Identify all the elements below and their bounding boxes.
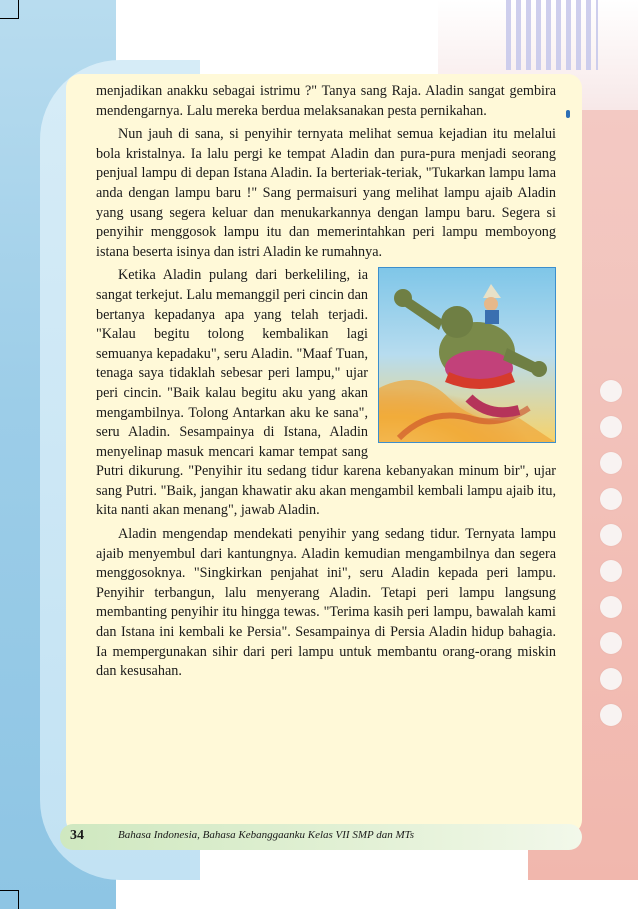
dot xyxy=(600,668,622,690)
book-title: Bahasa Indonesia, Bahasa Kebanggaanku Kelas VII SMP dan MTs xyxy=(118,829,415,841)
paragraph-3: Ketika Aladin pulang dari berkeliling, ia sangat terkejut. Lalu memanggil peri cincin dan bertanya kepadanya apa yang telah terjadi. "Kalau begitu tolong kembalikan lagi semuanya kepadaku", seru Aladin. "Maaf Tuan, tenaga saya tidaklah sebesar peri lampu," ujar peri cincin. "Baik kalau begitu aku yang akan mengambilnya. Tolong Antarkan aku ke sana", seru Aladin. Sesampainya di Istana, Aladin menyelinap masuk mencari kamar tempat sang Putri dikurung. "Penyihir itu sedang tidur karena kebanyakan minum bir", ujar sang Putri. "Baik, jangan khawatir aku akan mengambil kembali lampu ajaib itu, kita nanti akan menang", jawab Aladin. xyxy=(96,267,556,519)
dot xyxy=(600,416,622,438)
genie-flying-icon xyxy=(379,268,555,442)
dot xyxy=(600,452,622,474)
paragraph-4: Aladin mengendap mendekati penyihir yang sedang tidur. Ternyata lampu ajaib menyembul dari kantungnya. Aladin kemudian mengambilnya dan segera menggosoknya. "Singkirkan penjahat ini", seru Aladin kepada peri lampu. Penyihir terbangun, lalu menyerang Aladin. Tetapi peri lampu langsung membanting penyihir itu hingga tewas. "Terima kasih peri lampu, bawalah kami dan Istana ini kembali ke Persia". Sesampainya di Persia Aladin hidup bahagia. Ia mempergunakan sihir dari peri lampu untuk membantu orang-orang miskin dan kesusahan. xyxy=(96,526,556,680)
dot-column-decoration xyxy=(600,380,630,740)
crop-mark-bottom xyxy=(0,890,19,909)
page-number: 34 xyxy=(70,828,84,843)
dot xyxy=(600,596,622,618)
top-stripe-decoration xyxy=(506,0,598,70)
dot xyxy=(600,380,622,402)
crop-mark-top xyxy=(0,0,19,19)
story-text xyxy=(96,82,556,686)
blue-marker xyxy=(566,110,570,118)
paragraph-2: Nun jauh di sana, si penyihir ternyata melihat semua kejadian itu melalui bola kristalnya. Ia lalu pergi ke tempat Aladin dan pura-pura menjadi seorang penjual lampu di depan Istana Aladin. Ia berteriak-teriak, "Tukarkan lampu lama anda dengan lampu baru !" Sang permaisuri yang melihat lampu ajaib Aladin yang usang segera keluar dan menukarkannya dengan lampu baru. Segera si penyihir menggosok lampu itu dan memerintahkan peri lampu memboyong istana beserta isinya dan istri Aladin ke rumahnya. xyxy=(96,126,556,260)
dot xyxy=(600,524,622,546)
dot xyxy=(600,560,622,582)
paragraph-1: menjadikan anakku sebagai istrimu ?" Tanya sang Raja. Aladin sangat gembira mendengarnya. Lalu mereka berdua melaksanakan pesta pernikahan. xyxy=(96,83,556,119)
genie-illustration xyxy=(378,267,556,443)
dot xyxy=(600,632,622,654)
dot xyxy=(600,704,622,726)
dot xyxy=(600,488,622,510)
